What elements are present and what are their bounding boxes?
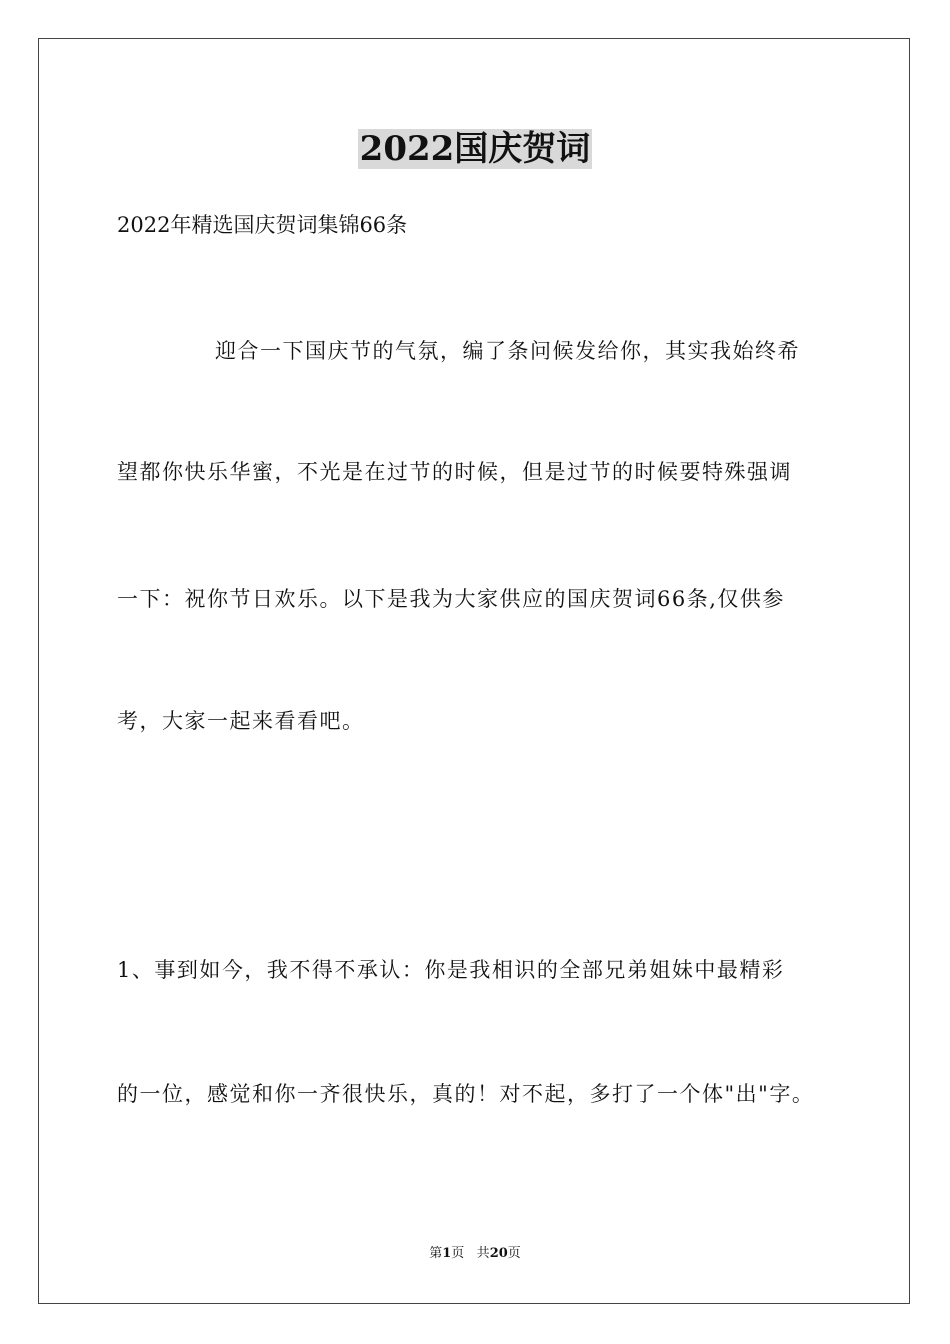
intro-line-2: 望都你快乐华蜜，不光是在过节的时候，但是过节的时候要特殊强调 xyxy=(117,460,792,484)
total-prefix: 共 xyxy=(476,1246,490,1261)
page-prefix: 第 xyxy=(429,1246,443,1261)
page-suffix: 页 xyxy=(451,1246,465,1261)
intro-line-4: 考，大家一起来看看吧。 xyxy=(117,709,365,733)
current-page-number: 1 xyxy=(442,1246,452,1261)
document-title-text: 2022国庆贺词 xyxy=(359,129,591,169)
total-suffix: 页 xyxy=(507,1246,521,1261)
intro-line-3: 一下：祝你节日欢乐。以下是我为大家供应的国庆贺词66条,仅供参 xyxy=(117,587,785,611)
item-1-line-2: 的一位，感觉和你一齐很快乐，真的！对不起，多打了一个体"出"字。 xyxy=(117,1082,815,1106)
intro-line-1: 迎合一下国庆节的气氛，编了条问候发给你，其实我始终希 xyxy=(215,339,800,363)
page-footer xyxy=(0,1245,950,1263)
document-subtitle: 2022年精选国庆贺词集锦66条 xyxy=(117,213,408,237)
item-1-line-1: 1、事到如今，我不得不承认：你是我相识的全部兄弟姐妹中最精彩 xyxy=(117,958,785,982)
total-page-count: 20 xyxy=(489,1246,508,1261)
document-title xyxy=(0,126,950,172)
